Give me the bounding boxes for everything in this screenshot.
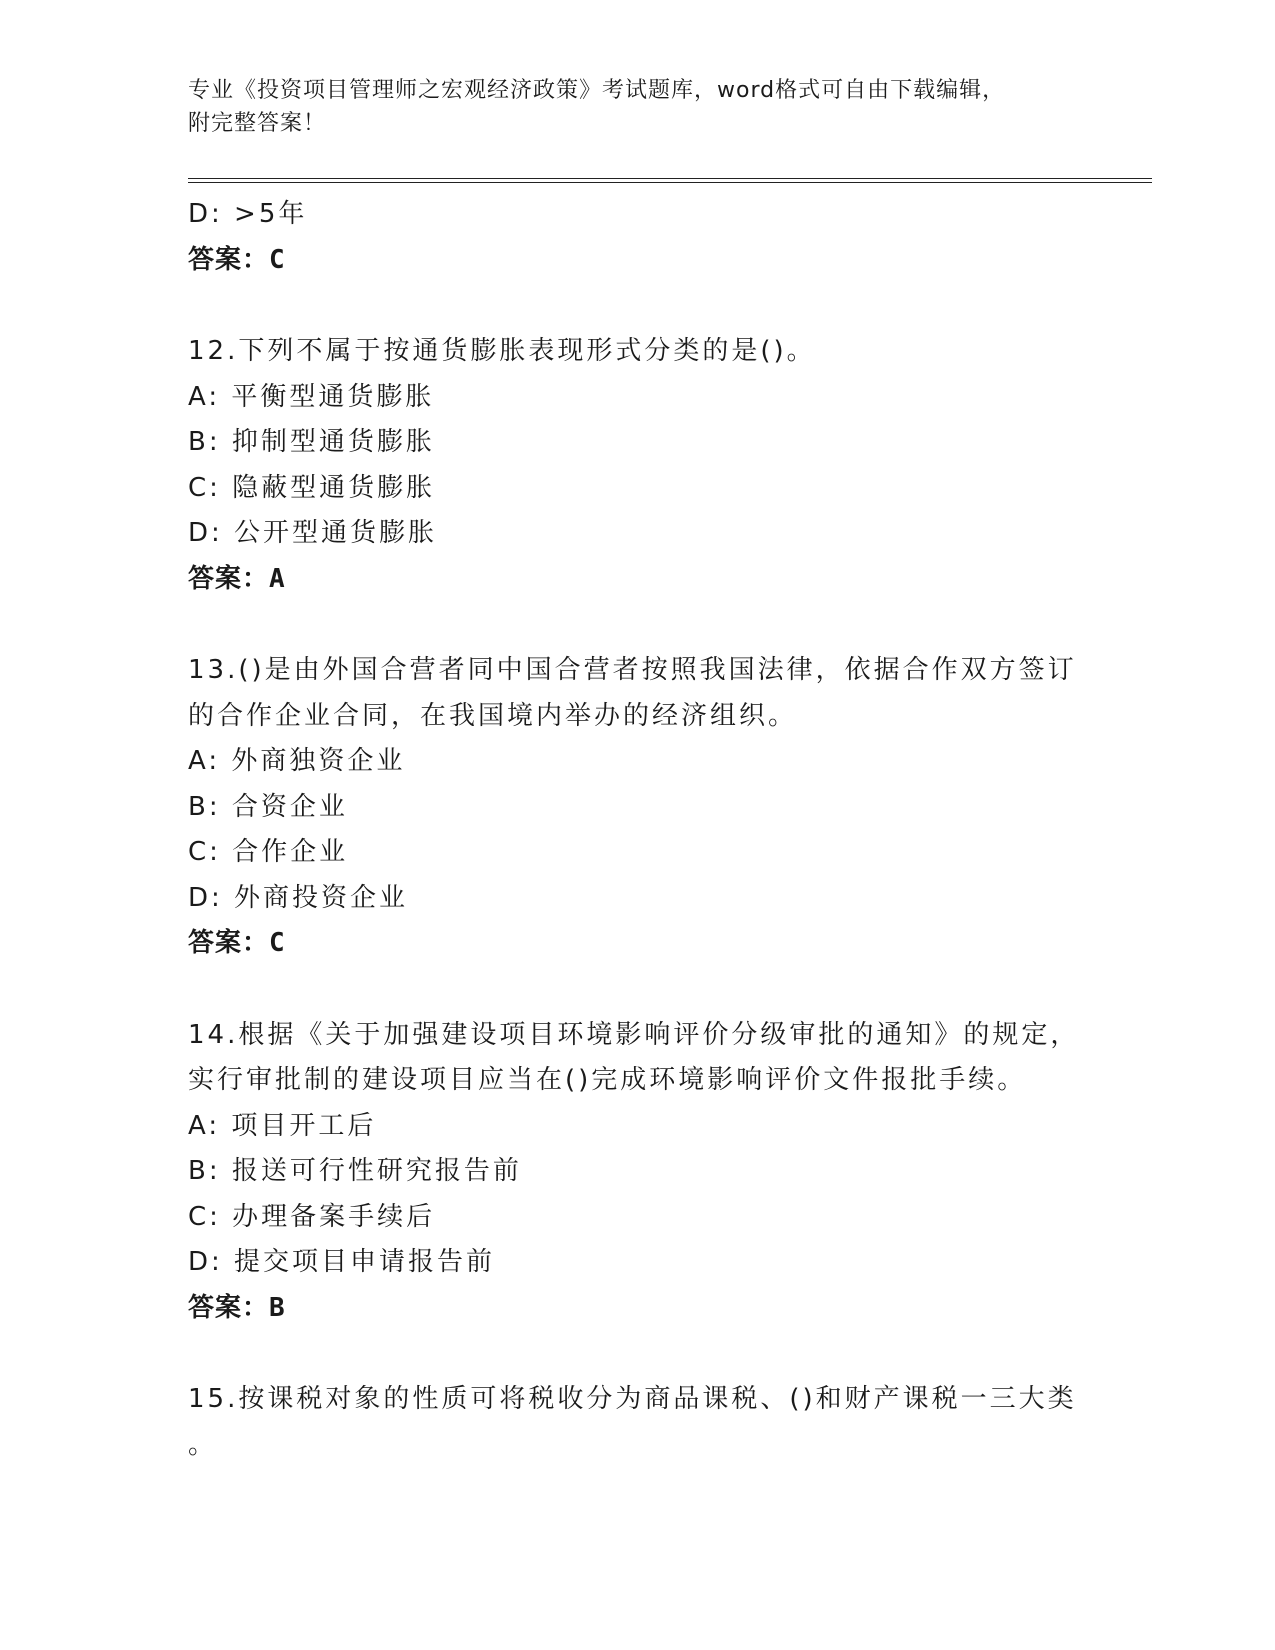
option-b: B: 报送可行性研究报告前 [188,1156,522,1186]
question-stem-line-2: 。 [188,1429,218,1460]
question-14 [188,1013,1088,1332]
option-d: D: 提交项目申请报告前 [188,1247,496,1277]
question-stem-line-1: 15.按课税对象的性质可将税收分为商品课税、()和财产课税一三大类 [188,1384,1077,1414]
question-stem: 12.下列不属于按通货膨胀表现形式分类的是()。 [188,336,816,366]
option-c: C: 隐蔽型通货膨胀 [188,472,436,503]
header-line-1: 专业《投资项目管理师之宏观经济政策》考试题库，word格式可自由下载编辑， [188,78,1006,103]
spacer [188,1331,1088,1377]
question-stem-line-1: 14.根据《关于加强建设项目环境影响评价分级审批的通知》的规定， [188,1019,1080,1050]
question-13 [188,648,1088,967]
document-header [188,74,1088,140]
answer: 答案：C [188,244,286,275]
option-c: C: 办理备案手续后 [188,1201,436,1232]
option-d: D: 公开型通货膨胀 [188,518,438,548]
question-stem-line-2: 实行审批制的建设项目应当在()完成环境影响评价文件报批手续。 [188,1065,1027,1095]
answer: 答案：B [188,1292,286,1323]
answer: 答案：A [188,563,286,594]
question-stem-line-1: 13.()是由外国合营者同中国合营者按照我国法律，依据合作双方签订 [188,655,1077,685]
header-line-2: 附完整答案！ [188,111,327,136]
option-c: C: 合作企业 [188,837,349,867]
option-d: D: >5年 [188,199,308,229]
answer: 答案：C [188,928,286,958]
option-a: A: 平衡型通货膨胀 [188,381,435,412]
question-12 [188,329,1088,602]
option-d: D: 外商投资企业 [188,882,409,913]
option-a: A: 外商独资企业 [188,746,406,776]
option-b: B: 合资企业 [188,791,348,822]
header-divider [188,178,1152,183]
question-content [188,192,1088,1468]
spacer [188,602,1088,648]
question-stem-line-2: 的合作企业合同，在我国境内举办的经济组织。 [188,700,798,731]
spacer [188,967,1088,1013]
question-15 [188,1377,1088,1468]
spacer [188,283,1088,329]
option-b: B: 抑制型通货膨胀 [188,427,435,457]
option-a: A: 项目开工后 [188,1110,377,1141]
